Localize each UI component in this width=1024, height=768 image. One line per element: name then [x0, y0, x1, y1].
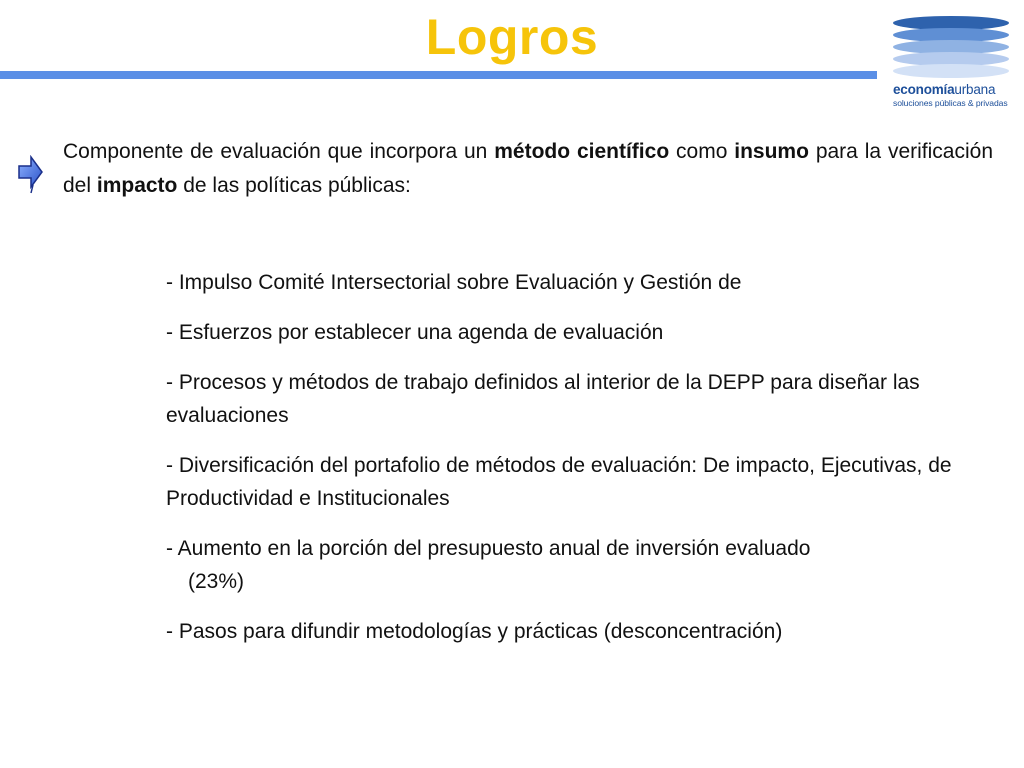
list-item-continuation: (23%)	[188, 570, 245, 593]
list-item	[166, 366, 986, 432]
list-item-text: - Esfuerzos por establecer una agenda de evaluación	[166, 321, 664, 344]
list-item	[166, 449, 986, 515]
intro-text: Componente de evaluación que incorpora un	[63, 140, 495, 163]
logo-wordmark-light: urbana	[954, 82, 996, 97]
arrow-bullet-icon	[18, 155, 44, 195]
intro-emphasis-insumo: insumo	[734, 140, 809, 163]
list-item-text: - Pasos para difundir metodologías y prácticas (desconcentración)	[166, 620, 783, 643]
intro-text: como	[669, 140, 735, 163]
list-item-text: - Impulso Comité Intersectorial sobre Evaluación y Gestión de	[166, 271, 742, 294]
list-item-text: - Aumento en la porción del presupuesto anual de inversión evaluado	[166, 537, 811, 560]
list-item	[166, 266, 986, 299]
slide-title: Logros	[425, 9, 599, 65]
list-item	[166, 316, 986, 349]
intro-text: de las políticas públicas:	[177, 174, 411, 197]
intro-paragraph	[63, 135, 993, 203]
logo-disc-5	[893, 64, 1009, 78]
list-item-text: - Procesos y métodos de trabajo definidos al interior de la DEPP para diseñar las evaluaciones	[166, 371, 920, 427]
list-item	[166, 532, 986, 598]
intro-text: para la verificación del	[63, 140, 993, 197]
intro-emphasis-impacto: impacto	[96, 174, 178, 197]
title-underline-rule	[0, 71, 877, 79]
logo-wordmark	[893, 82, 1017, 97]
list-item-text: - Diversificación del portafolio de métodos de evaluación: De impacto, Ejecutivas, de Productividad e Institucionales	[166, 454, 952, 510]
achievements-list	[166, 266, 986, 665]
logo-wordmark-bold: economía	[893, 82, 955, 97]
company-logo	[890, 12, 1014, 112]
intro-emphasis-metodo: método científico	[494, 140, 670, 163]
logo-tagline: soluciones públicas & privadas	[893, 98, 1008, 108]
list-item	[166, 615, 986, 648]
